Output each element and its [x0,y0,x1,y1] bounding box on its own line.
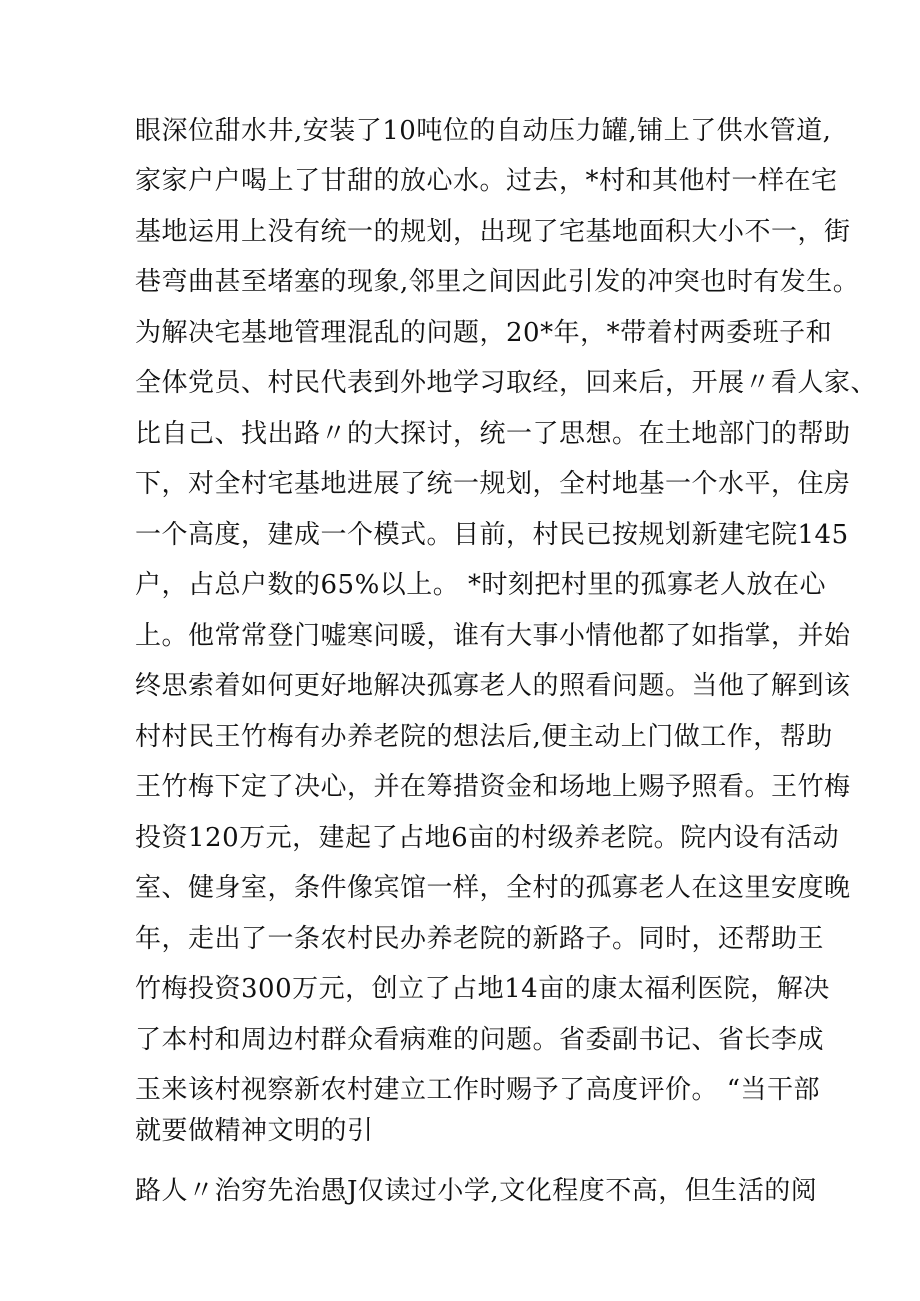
text-line-21: 就要做精神文明的引 [135,1116,374,1146]
text-line-18: 竹梅投资300万元，创立了占地14亩的康太福利医院，解决 [135,974,830,1004]
text-line-12: 终思索着如何更好地解决孤寡老人的照看问题。当他了解到该 [135,671,851,701]
text-line-5: 为解决宅基地管理混乱的问题，20*年，*带着村两委班子和 [135,318,833,348]
text-line-10: 户，占总户数的65%以上。 *时刻把村里的孤寡老人放在心 [135,570,827,600]
text-line-13: 村村民王竹梅有办养老院的想法后,便主动上门做工作，帮助 [135,722,833,752]
text-line-7: 比自己、找出路〃的大探讨，统一了思想。在土地部门的帮助 [135,419,851,449]
text-line-8: 下，对全村宅基地进展了统一规划，全村地基一个水平，住房 [135,469,851,499]
text-line-3: 基地运用上没有统一的规划，出现了宅基地面积大小不一，街 [135,217,851,247]
text-line-14: 王竹梅下定了决心，并在筹措资金和场地上赐予照看。王竹梅 [135,772,851,802]
text-line-19: 了本村和周边村群众看病难的问题。省委副书记、省长李成 [135,1025,825,1055]
text-line-6: 全体党员、村民代表到外地学习取经，回来后，开展〃看人家、 [135,368,878,398]
text-line-22: 路人〃治穷先治愚J仅读过小学,文化程度不高，但生活的阅 [135,1176,818,1206]
text-line-4: 巷弯曲甚至堵塞的现象,邻里之间因此引发的冲突也时有发生。 [135,267,860,297]
text-line-20: 玉来该村视察新农村建立工作时赐予了高度评价。 “当干部 [135,1075,821,1105]
text-line-9: 一个高度，建成一个模式。目前，村民已按规划新建宅院145 [135,520,849,550]
text-line-15: 投资120万元，建起了占地6亩的村级养老院。院内设有活动 [135,823,840,853]
text-line-2: 家家户户喝上了甘甜的放心水。过去，*村和其他村一样在宅 [135,166,838,196]
text-line-16: 室、健身室，条件像宾馆一样，全村的孤寡老人在这里安度晚 [135,873,851,903]
text-line-1: 眼深位甜水井,安装了10吨位的自动压力罐,铺上了供水管道, [135,116,832,146]
text-line-17: 年，走出了一条农村民办养老院的新路子。同时，还帮助王 [135,924,825,954]
text-line-11: 上。他常常登门嘘寒问暖，谁有大事小情他都了如指掌，并始 [135,621,851,651]
